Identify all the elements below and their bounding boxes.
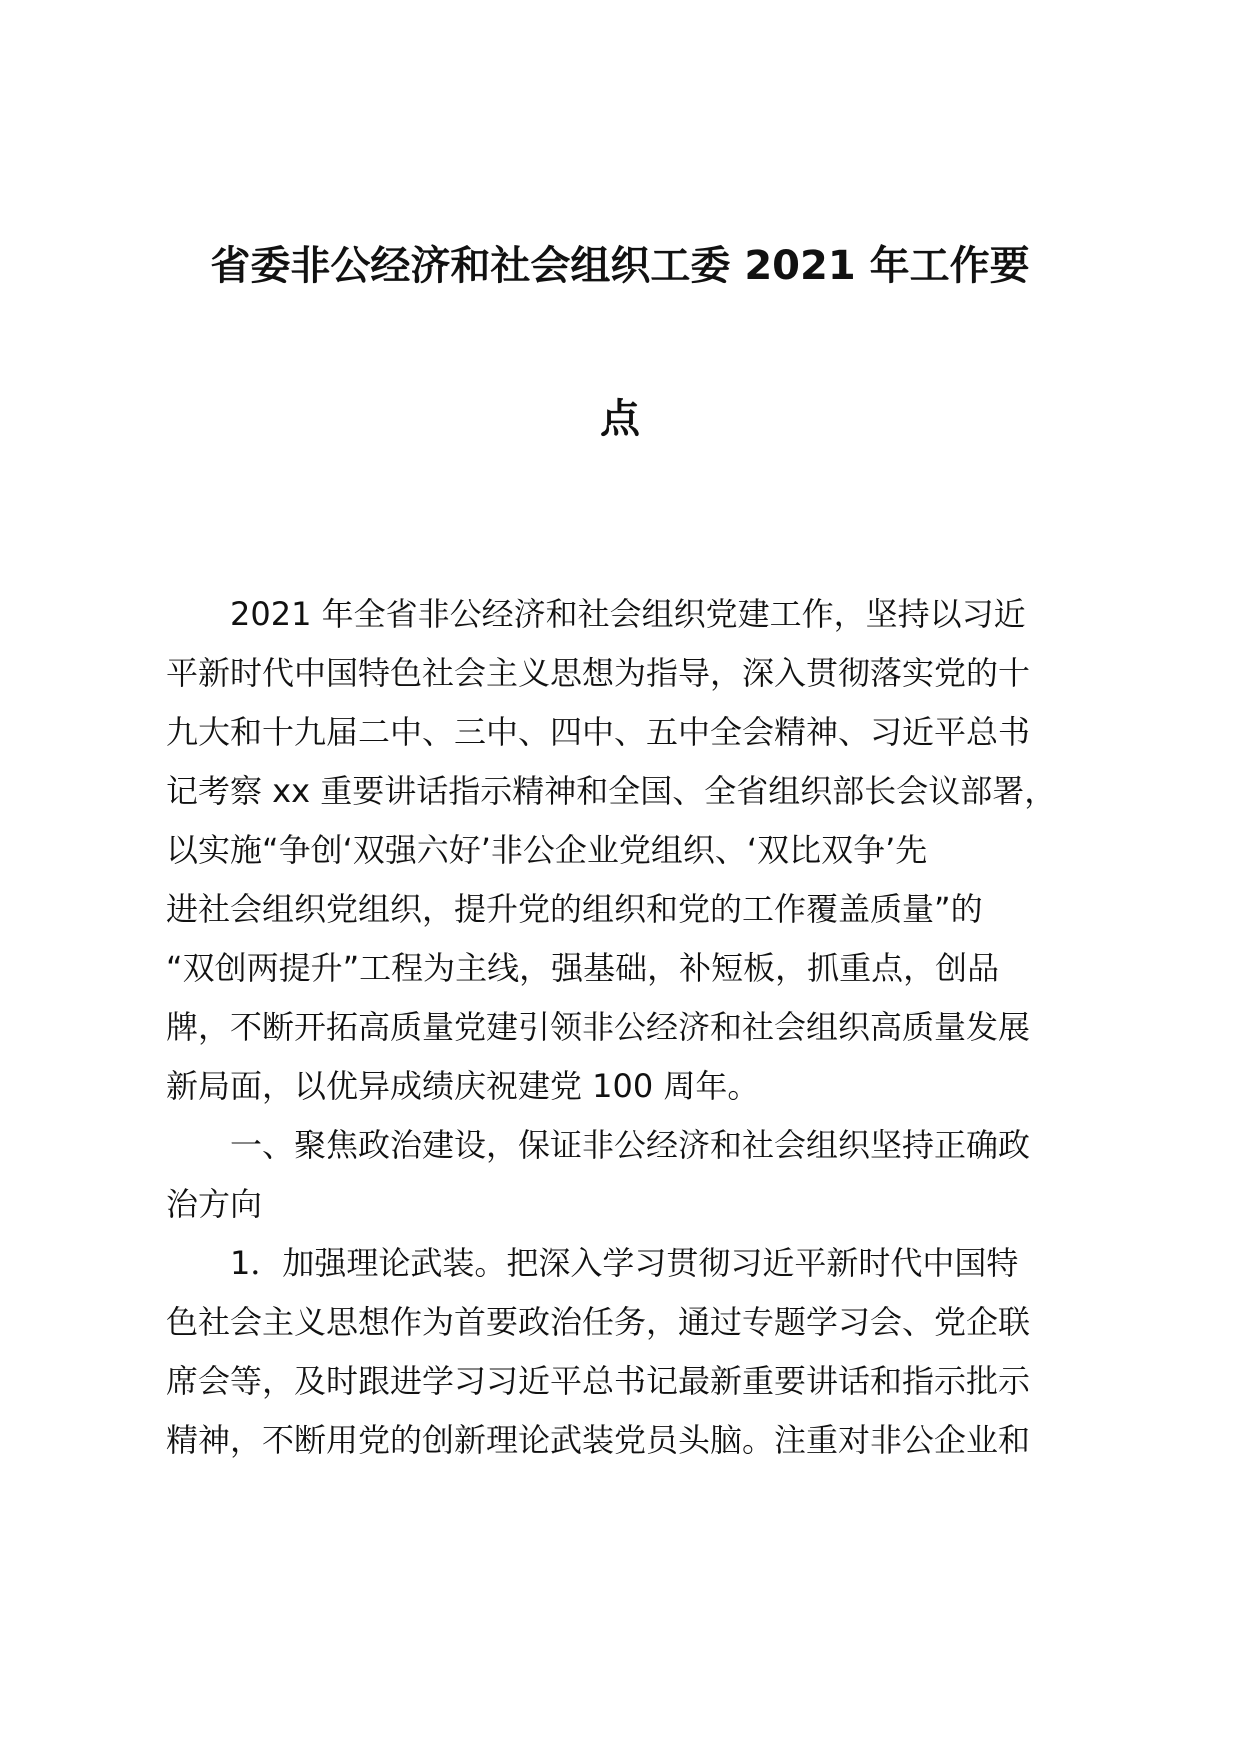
document-title-line-2: 点 (600, 396, 640, 442)
body-line: “双创两提升”工程为主线，强基础，补短板，抓重点，创品 (166, 949, 1000, 987)
body-line: 九大和十九届二中、三中、四中、五中全会精神、习近平总书 (166, 713, 1031, 751)
body-line: 治方向 (166, 1185, 263, 1223)
body-line: 进社会组织党组织，提升党的组织和党的工作覆盖质量”的 (166, 890, 983, 928)
body-line: 记考察 xx 重要讲话指示精神和全国、全省组织部长会议部署， (166, 772, 1057, 810)
body-line: 精神，不断用党的创新理论武装党员头脑。注重对非公企业和 (166, 1421, 1031, 1459)
body-line: 新局面，以优异成绩庆祝建党 100 周年。 (166, 1067, 760, 1105)
body-line: 平新时代中国特色社会主义思想为指导，深入贯彻落实党的十 (166, 654, 1031, 692)
body-line: 色社会主义思想作为首要政治任务，通过专题学习会、党企联 (166, 1303, 1031, 1341)
body-line: 1．加强理论武装。把深入学习贯彻习近平新时代中国特 (166, 1244, 1019, 1282)
body-line: 牌，不断开拓高质量党建引领非公经济和社会组织高质量发展 (166, 1008, 1031, 1046)
body-line: 2021 年全省非公经济和社会组织党建工作，坚持以习近 (166, 595, 1026, 633)
body-line: 一、聚焦政治建设，保证非公经济和社会组织坚持正确政 (166, 1126, 1031, 1164)
body-line: 席会等，及时跟进学习习近平总书记最新重要讲话和指示批示 (166, 1362, 1031, 1400)
body-line: 以实施“争创‘双强六好’非公企业党组织、‘双比双争’先 (166, 831, 928, 869)
document-title-line-1: 省委非公经济和社会组织工委 2021 年工作要 (210, 243, 1030, 289)
